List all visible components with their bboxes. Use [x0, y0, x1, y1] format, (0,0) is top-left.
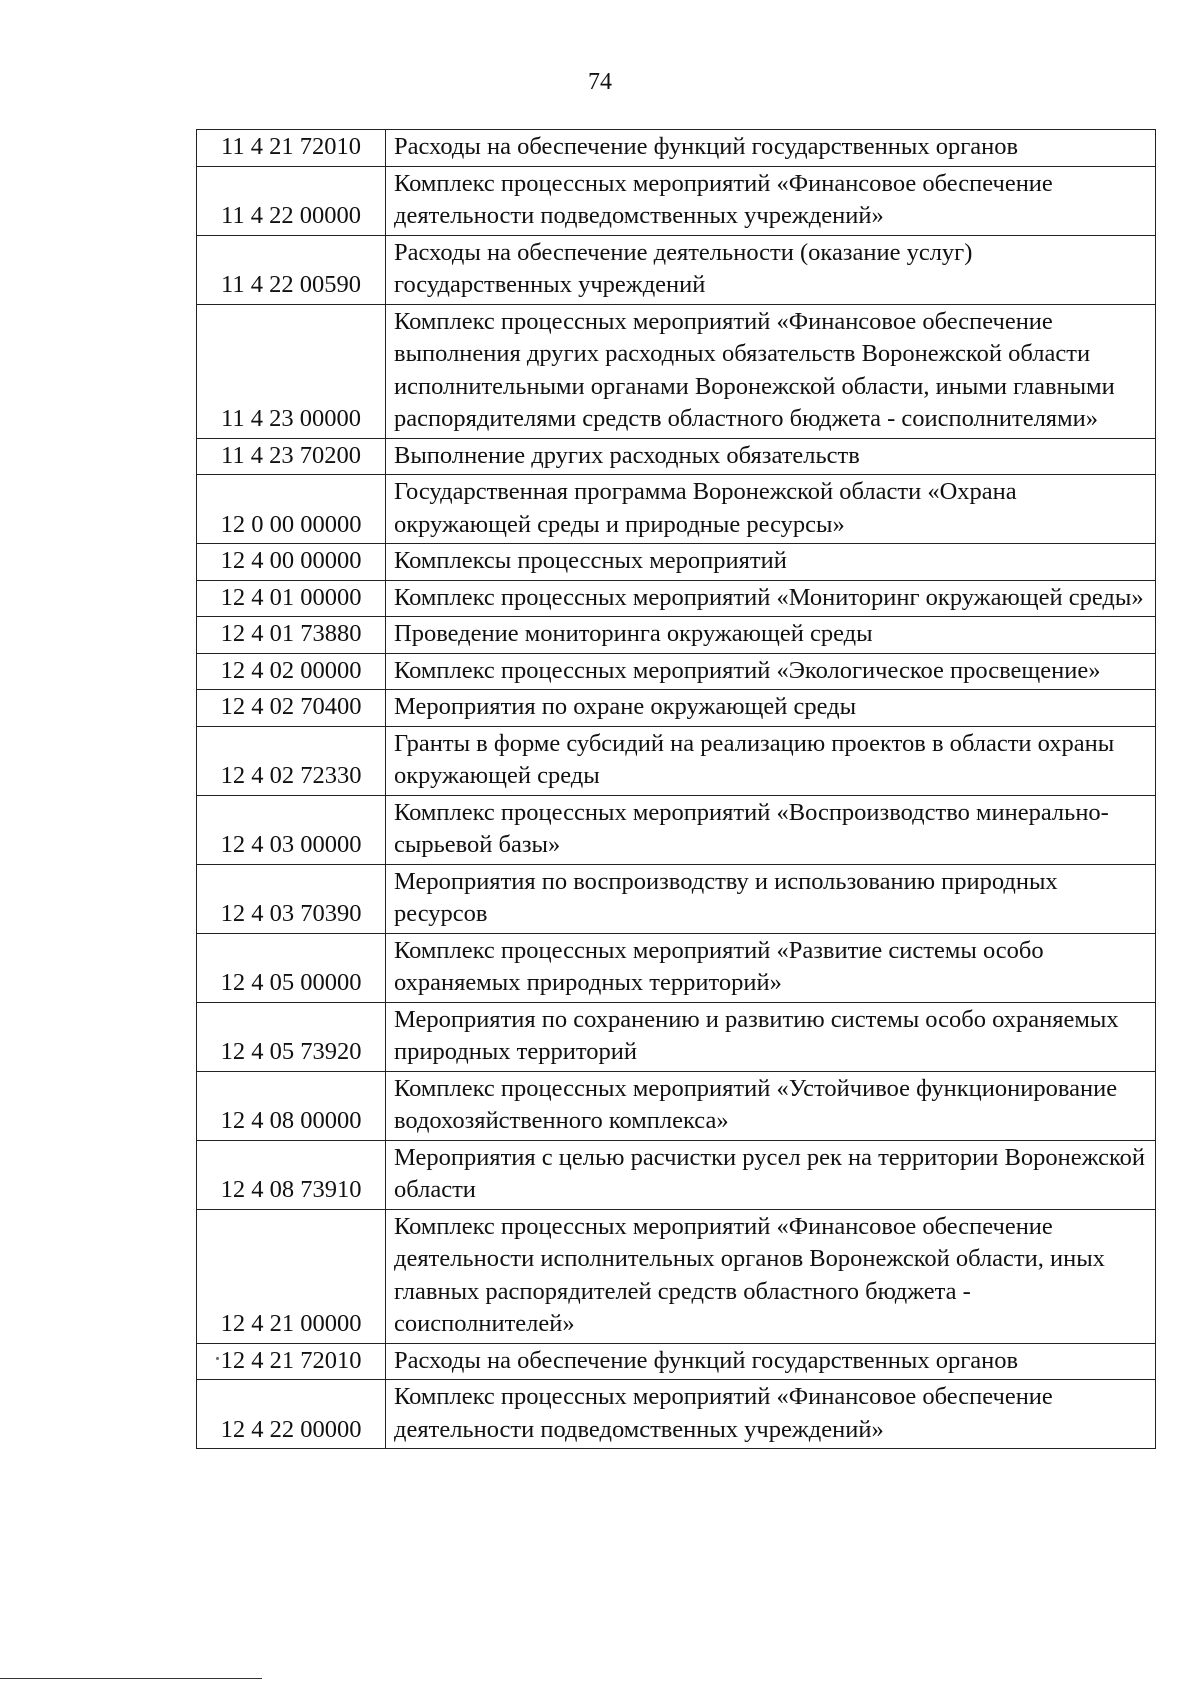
row-description-cell: Проведение мониторинга окружающей среды — [386, 617, 1156, 654]
table-row — [197, 933, 1156, 1002]
footnote-divider — [0, 1678, 262, 1679]
table-row — [197, 690, 1156, 727]
row-description-cell: Гранты в форме субсидий на реализацию проектов в области охраны окружающей среды — [386, 726, 1156, 795]
row-code-cell: 12 4 01 73880 — [197, 617, 386, 654]
row-description-cell: Комплекс процессных мероприятий «Экологическое просвещение» — [386, 653, 1156, 690]
table-body — [197, 130, 1156, 1449]
row-description-cell: Комплекс процессных мероприятий «Финансовое обеспечение деятельности исполнительных органов Воронежской области, иных главных распорядителей средств областного бюджета - соисполнителей» — [386, 1209, 1156, 1343]
table-row — [197, 304, 1156, 438]
page-number: 74 — [588, 69, 612, 95]
row-description-cell: Мероприятия по воспроизводству и использованию природных ресурсов — [386, 864, 1156, 933]
table-row — [197, 864, 1156, 933]
row-code-cell: 11 4 23 00000 — [197, 304, 386, 438]
row-description-cell: Комплексы процессных мероприятий — [386, 544, 1156, 581]
row-description-cell: Комплекс процессных мероприятий «Воспроизводство минерально-сырьевой базы» — [386, 795, 1156, 864]
table-row — [197, 617, 1156, 654]
table-row — [197, 580, 1156, 617]
row-code-cell: 12 4 05 73920 — [197, 1002, 386, 1071]
row-code-cell: 12 4 21 72010 — [197, 1343, 386, 1380]
row-description-cell: Расходы на обеспечение функций государственных органов — [386, 130, 1156, 167]
row-description-cell: Расходы на обеспечение деятельности (оказание услуг) государственных учреждений — [386, 235, 1156, 304]
table-row — [197, 1071, 1156, 1140]
table-row — [197, 130, 1156, 167]
table-row — [197, 1002, 1156, 1071]
table-row — [197, 438, 1156, 475]
row-description-cell: Комплекс процессных мероприятий «Финансовое обеспечение деятельности подведомственных учреждений» — [386, 166, 1156, 235]
table-row — [197, 1140, 1156, 1209]
row-description-cell: Комплекс процессных мероприятий «Финансовое обеспечение деятельности подведомственных учреждений» — [386, 1380, 1156, 1449]
table-row — [197, 795, 1156, 864]
row-code-cell: 12 4 21 00000 — [197, 1209, 386, 1343]
row-code-cell: 12 4 00 00000 — [197, 544, 386, 581]
table-row — [197, 1380, 1156, 1449]
row-description-cell: Комплекс процессных мероприятий «Развитие системы особо охраняемых природных территорий» — [386, 933, 1156, 1002]
table-row — [197, 544, 1156, 581]
row-code-cell: 12 4 02 00000 — [197, 653, 386, 690]
scan-speck — [216, 1357, 219, 1360]
row-code-cell: 12 4 22 00000 — [197, 1380, 386, 1449]
row-description-cell: Мероприятия с целью расчистки русел рек на территории Воронежской области — [386, 1140, 1156, 1209]
table-row — [197, 166, 1156, 235]
row-code-cell: 12 4 03 00000 — [197, 795, 386, 864]
row-code-cell: 11 4 23 70200 — [197, 438, 386, 475]
budget-classification-table — [196, 129, 1156, 1449]
table-row — [197, 475, 1156, 544]
table-row — [197, 653, 1156, 690]
row-code-cell: 12 4 08 00000 — [197, 1071, 386, 1140]
row-code-cell: 11 4 22 00000 — [197, 166, 386, 235]
row-description-cell: Мероприятия по охране окружающей среды — [386, 690, 1156, 727]
row-code-cell: 11 4 22 00590 — [197, 235, 386, 304]
table-row — [197, 1343, 1156, 1380]
row-code-cell: 12 4 02 72330 — [197, 726, 386, 795]
row-description-cell: Комплекс процессных мероприятий «Устойчивое функционирование водохозяйственного комплекса» — [386, 1071, 1156, 1140]
row-code-cell: 11 4 21 72010 — [197, 130, 386, 167]
table-row — [197, 726, 1156, 795]
row-description-cell: Выполнение других расходных обязательств — [386, 438, 1156, 475]
row-description-cell: Комплекс процессных мероприятий «Мониторинг окружающей среды» — [386, 580, 1156, 617]
row-description-cell: Мероприятия по сохранению и развитию системы особо охраняемых природных территорий — [386, 1002, 1156, 1071]
row-description-cell: Комплекс процессных мероприятий «Финансовое обеспечение выполнения других расходных обязательств Воронежской области исполнительными органами Воронежской области, иными главными распорядителями средств областного бюджета - соисполнителями» — [386, 304, 1156, 438]
table-row — [197, 235, 1156, 304]
row-code-cell: 12 4 02 70400 — [197, 690, 386, 727]
row-code-cell: 12 4 08 73910 — [197, 1140, 386, 1209]
row-code-cell: 12 4 03 70390 — [197, 864, 386, 933]
row-code-cell: 12 4 05 00000 — [197, 933, 386, 1002]
row-description-cell: Государственная программа Воронежской области «Охрана окружающей среды и природные ресурсы» — [386, 475, 1156, 544]
row-code-cell: 12 4 01 00000 — [197, 580, 386, 617]
row-description-cell: Расходы на обеспечение функций государственных органов — [386, 1343, 1156, 1380]
row-code-cell: 12 0 00 00000 — [197, 475, 386, 544]
table-row — [197, 1209, 1156, 1343]
